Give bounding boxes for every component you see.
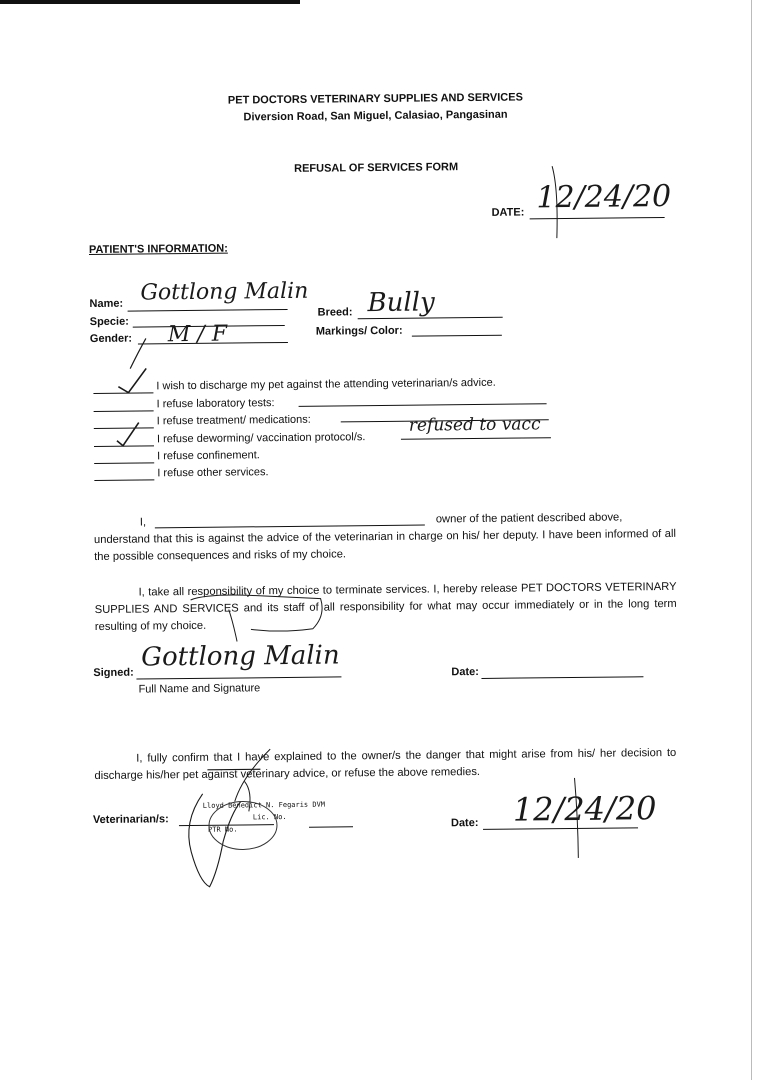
name-label: Name: <box>89 297 124 311</box>
checkmark-icon <box>117 423 139 446</box>
option-text-3: I refuse treatment/ medications: <box>156 413 311 428</box>
signed-label: Signed: <box>93 666 134 680</box>
patient-info-heading: PATIENT'S INFORMATION: <box>88 242 228 257</box>
pen-stroke-icon <box>245 781 251 811</box>
vet-date-label: Date: <box>450 816 479 830</box>
owner-signature[interactable]: Gottlong Malin <box>141 640 340 673</box>
signed-date-label: Date: <box>451 665 479 679</box>
specie-label: Specie: <box>89 315 129 329</box>
vet-date-value[interactable]: 12/24/20 <box>512 789 657 829</box>
pen-stroke-icon <box>575 778 579 858</box>
gender-value[interactable]: M / F <box>167 321 228 348</box>
breed-value[interactable]: Bully <box>367 287 435 319</box>
option-text-1: I wish to discharge my pet against the attending veterinarian/s advice. <box>156 376 496 393</box>
company-name: PET DOCTORS VETERINARY SUPPLIES AND SERVICES <box>227 91 523 107</box>
statement-paragraph-2: I, take all responsibility of my choice to terminate services. I, hereby release PET DOCTORS VETERINARY SUPPLIES AND SERVICES and its staff of all responsibility for what may occur immediately or in the long term resulting of my choice. <box>94 580 677 633</box>
pen-stroke-icon <box>191 594 323 632</box>
gender-label: Gender: <box>89 332 133 346</box>
option-text-2: I refuse laboratory tests: <box>156 397 275 411</box>
option-text-4: I refuse deworming/ vaccination protocol/s. <box>156 431 366 446</box>
vet-stamp-ptr: PTR No. <box>207 825 238 834</box>
name-value[interactable]: Gottlong Malin <box>140 278 309 306</box>
vet-signature-icon <box>188 793 241 887</box>
pen-stroke-icon <box>234 749 271 801</box>
breed-label: Breed: <box>317 306 353 319</box>
signature-caption: Full Name and Signature <box>138 682 261 696</box>
vet-stamp-name: Lloyd Benedict N. Fegaris DVM <box>202 800 326 810</box>
checkmark-icon <box>118 368 146 392</box>
vet-confirm-paragraph: I, fully confirm that I have explained to the owner/s the danger that might arise from his/ her decision to discharge his/her pet against veterinary advice, or refuse the above remedies. <box>94 746 677 783</box>
vet-stamp-lic: Lic. No. <box>252 812 287 822</box>
date-label: DATE: <box>491 206 525 219</box>
date-value[interactable]: 12/24/20 <box>536 178 672 216</box>
deworming-note[interactable]: refused to vacc <box>408 414 541 436</box>
statement-paragraph-1: understand that this is against the advice of the veterinarian in charge on his/ her deputy. I have been informed of all the possible consequences and risks of my choice. <box>93 527 677 563</box>
option-text-6: I refuse other services. <box>157 466 269 480</box>
pen-stroke-icon <box>130 338 146 368</box>
pen-stroke-icon <box>552 166 557 238</box>
vet-label: Veterinarian/s: <box>92 813 169 827</box>
statement-prefix: I, <box>139 516 147 529</box>
pen-stroke-icon <box>229 610 237 642</box>
statement-suffix: owner of the patient described above, <box>435 511 623 526</box>
markings-label: Markings/ Color: <box>315 324 403 338</box>
company-address: Diversion Road, San Miguel, Calasiao, Pangasinan <box>243 108 508 124</box>
form-title: REFUSAL OF SERVICES FORM <box>294 161 459 175</box>
option-text-5: I refuse confinement. <box>157 449 260 463</box>
vet-stamp-seal-icon <box>209 801 277 850</box>
